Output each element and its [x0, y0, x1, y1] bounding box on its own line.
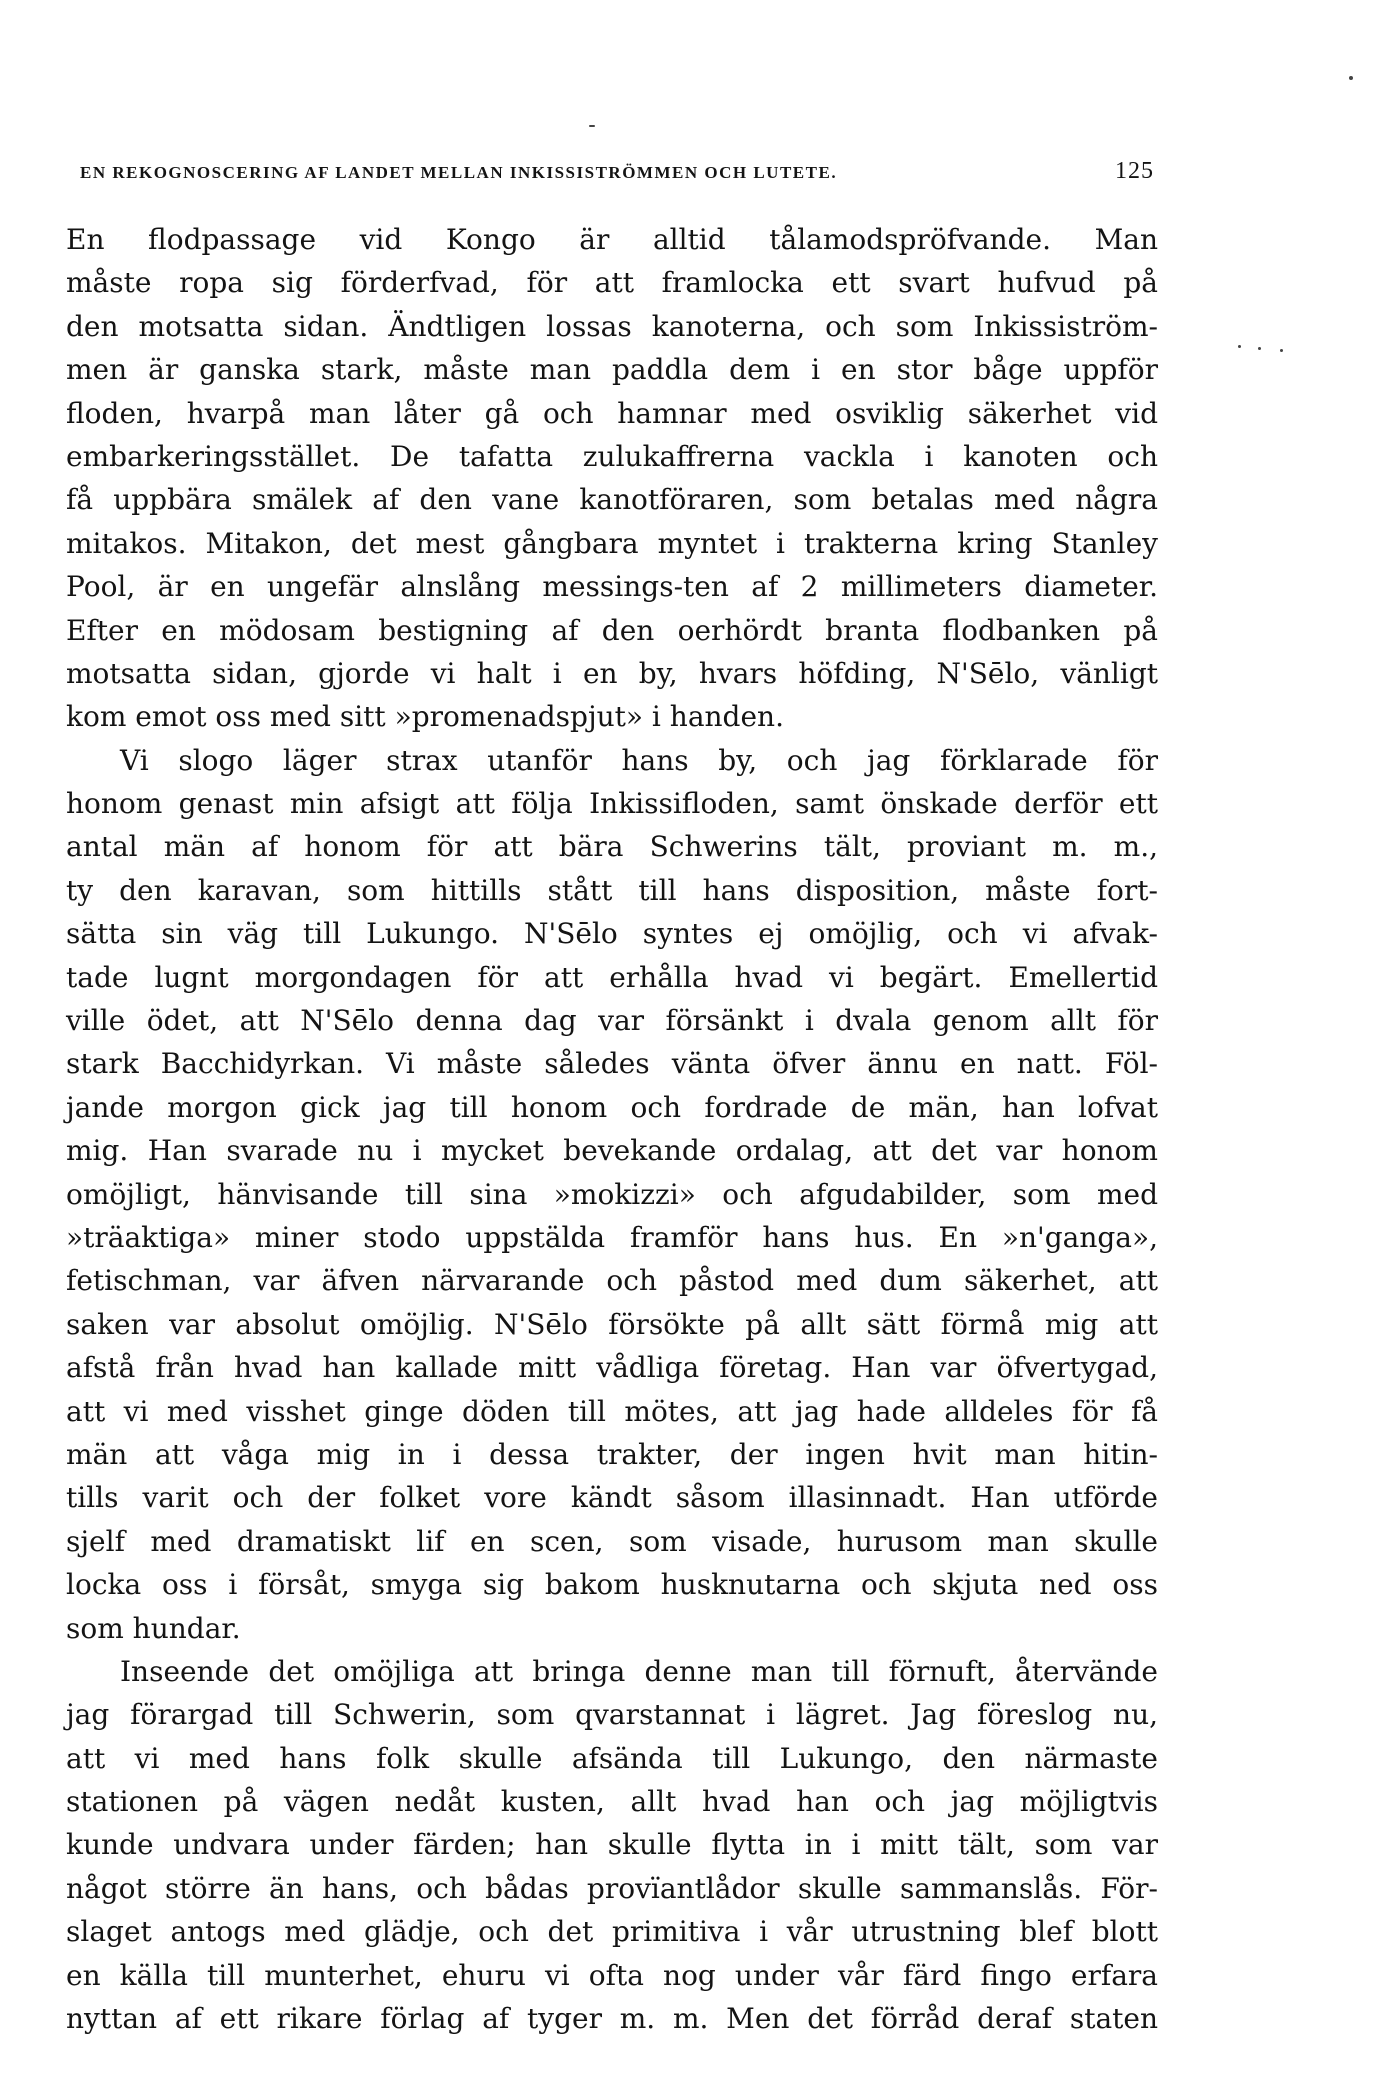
paragraph-1 — [66, 218, 1158, 739]
speck-mark — [1280, 349, 1283, 352]
text-line: ty den karavan, som hittills stått till hans disposition, måste fort- — [66, 873, 1158, 907]
text-line: tills varit och der folket vore kändt såsom illasinnadt. Han utförde — [66, 1481, 1158, 1515]
text-line: kunde undvara under färden; han skulle flytta in i mitt tält, som var — [66, 1828, 1158, 1862]
running-head-title: EN REKOGNOSCERING AF LANDET MELLAN INKISSISTRÖMMEN OCH LUTETE. — [80, 163, 838, 182]
speck-mark — [589, 125, 595, 127]
text-line: Pool, är en ungefär alnslång messings-ten af 2 millimeters diameter. — [66, 570, 1158, 604]
text-line: En flodpassage vid Kongo är alltid tålamodspröfvande. Man — [66, 223, 1158, 256]
running-head — [66, 158, 1158, 198]
text-line: afstå från hvad han kallade mitt vådliga företag. Han var öfvertygad, — [66, 1351, 1158, 1385]
text-line: jande morgon gick jag till honom och fordrade de män, han lofvat — [66, 1090, 1158, 1124]
text-line: att vi med hans folk skulle afsända till Lukungo, den närmaste — [66, 1741, 1158, 1775]
text-line: floden, hvarpå man låter gå och hamnar med osviklig säkerhet vid — [66, 396, 1158, 430]
text-line: Vi slogo läger strax utanför hans by, och jag förklarade för — [120, 743, 1158, 777]
text-line: Inseende det omöjliga att bringa denne man till förnuft, återvände — [120, 1654, 1158, 1688]
text-line: Efter en mödosam bestigning af den oerhördt branta flodbanken på — [66, 613, 1158, 647]
text-line: slaget antogs med glädje, och det primitiva i vår utrustning blef blott — [66, 1915, 1158, 1949]
text-line: locka oss i försåt, smyga sig bakom husknutarna och skjuta ned oss — [66, 1568, 1158, 1602]
text-line: jag förargad till Schwerin, som qvarstannat i lägret. Jag föreslog nu, — [66, 1698, 1158, 1732]
text-line: mitakos. Mitakon, det mest gångbara myntet i trakterna kring Stanley — [66, 526, 1158, 560]
text-line: »träaktiga» miner stodo uppstälda framför hans hus. En »n'ganga», — [66, 1220, 1158, 1254]
speck-mark — [1238, 345, 1241, 348]
body-text — [66, 218, 1158, 2040]
text-line: mig. Han svarade nu i mycket bevekande ordalag, att det var honom — [66, 1134, 1158, 1168]
text-line: få uppbära smälek af den vane kanotföraren, som betalas med några — [66, 483, 1158, 517]
paragraph-3 — [66, 1650, 1158, 2041]
text-line: ville ödet, att N'Sēlo denna dag var försänkt i dvala genom allt för — [66, 1004, 1158, 1038]
paragraph-2 — [66, 739, 1158, 1650]
text-line: den motsatta sidan. Ändtligen lossas kanoterna, och som Inkissiström- — [66, 309, 1158, 343]
text-line: motsatta sidan, gjorde vi halt i en by, hvars höfding, N'Sēlo, vänligt — [66, 656, 1158, 690]
text-line: något större än hans, och bådas provïantlådor skulle sammanslås. För- — [66, 1871, 1158, 1905]
text-line: stationen på vägen nedåt kusten, allt hvad han och jag möjligtvis — [66, 1785, 1158, 1819]
text-line: men är ganska stark, måste man paddla dem i en stor båge uppför — [66, 353, 1158, 387]
text-line: fetischman, var äfven närvarande och påstod med dum säkerhet, att — [66, 1264, 1158, 1298]
text-line: tade lugnt morgondagen för att erhålla hvad vi begärt. Emellertid — [66, 960, 1158, 994]
text-line: stark Bacchidyrkan. Vi måste således vänta öfver ännu en natt. Föl- — [66, 1047, 1158, 1081]
text-line: embarkeringsstället. De tafatta zulukaffrerna vackla i kanoten och — [66, 439, 1158, 473]
text-line: saken var absolut omöjlig. N'Sēlo försökte på allt sätt förmå mig att — [66, 1307, 1158, 1341]
text-line: sätta sin väg till Lukungo. N'Sēlo syntes ej omöjlig, och vi afvak- — [66, 917, 1158, 951]
text-line: sjelf med dramatiskt lif en scen, som visade, hurusom man skulle — [66, 1524, 1158, 1558]
text-line: antal män af honom för att bära Schwerins tält, proviant m. m., — [66, 830, 1158, 864]
page-number: 125 — [1115, 158, 1154, 184]
text-line: omöjligt, hänvisande till sina »mokizzi» och afgudabilder, som med — [66, 1177, 1158, 1211]
speck-mark — [1258, 347, 1261, 350]
text-line: kom emot oss med sitt »promenadspjut» i handen. — [66, 700, 784, 734]
speck-mark — [1349, 76, 1353, 80]
text-line: män att våga mig in i dessa trakter, der ingen hvit man hitin- — [66, 1437, 1158, 1471]
text-line: som hundar. — [66, 1611, 241, 1645]
text-line: honom genast min afsigt att följa Inkissifloden, samt önskade derför ett — [66, 787, 1158, 821]
text-line: en källa till munterhet, ehuru vi ofta nog under vår färd fingo erfara — [66, 1958, 1158, 1992]
text-line: att vi med visshet ginge döden till mötes, att jag hade alldeles för få — [66, 1394, 1158, 1428]
book-page — [66, 158, 1158, 2040]
text-line: måste ropa sig förderfvad, för att framlocka ett svart hufvud på — [66, 266, 1158, 300]
text-line: nyttan af ett rikare förlag af tyger m. m. Men det förråd deraf staten — [66, 2002, 1158, 2036]
